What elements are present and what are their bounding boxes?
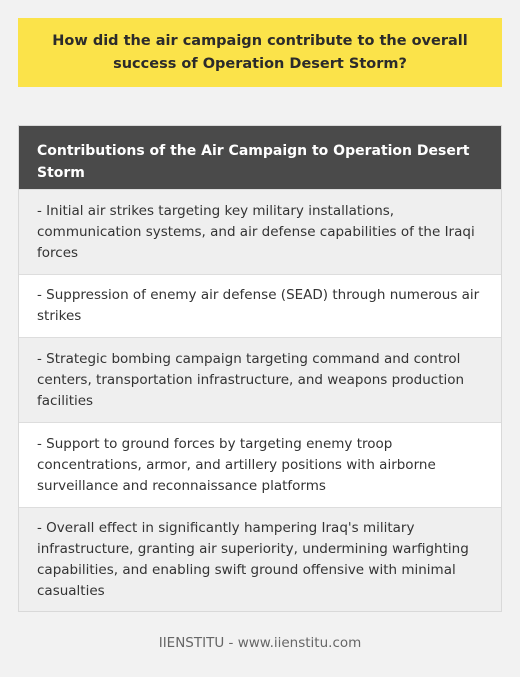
table-row: - Support to ground forces by targeting enemy troop concentrations, armor, and artillery positions with airborne surveillance and reconnaissance platforms [19, 422, 501, 507]
table-row: - Overall effect in significantly hampering Iraq's military infrastructure, granting air superiority, undermining warfighting capabilities, and enabling swift ground offensive with minimal casualties [19, 507, 501, 611]
table-row: - Strategic bombing campaign targeting command and control centers, transportation infrastructure, and weapons production facilities [19, 337, 501, 422]
footer-source: IIENSTITU - www.iienstitu.com [158, 635, 362, 651]
question-title: How did the air campaign contribute to the overall success of Operation Desert Storm? [52, 32, 468, 72]
table-header: Contributions of the Air Campaign to Operation Desert Storm [19, 126, 501, 189]
table-row: - Initial air strikes targeting key military installations, communication systems, and air defense capabilities of the Iraqi forces [19, 189, 501, 274]
question-box [18, 18, 502, 87]
contributions-table [18, 125, 502, 612]
table-row: - Suppression of enemy air defense (SEAD) through numerous air strikes [19, 274, 501, 337]
